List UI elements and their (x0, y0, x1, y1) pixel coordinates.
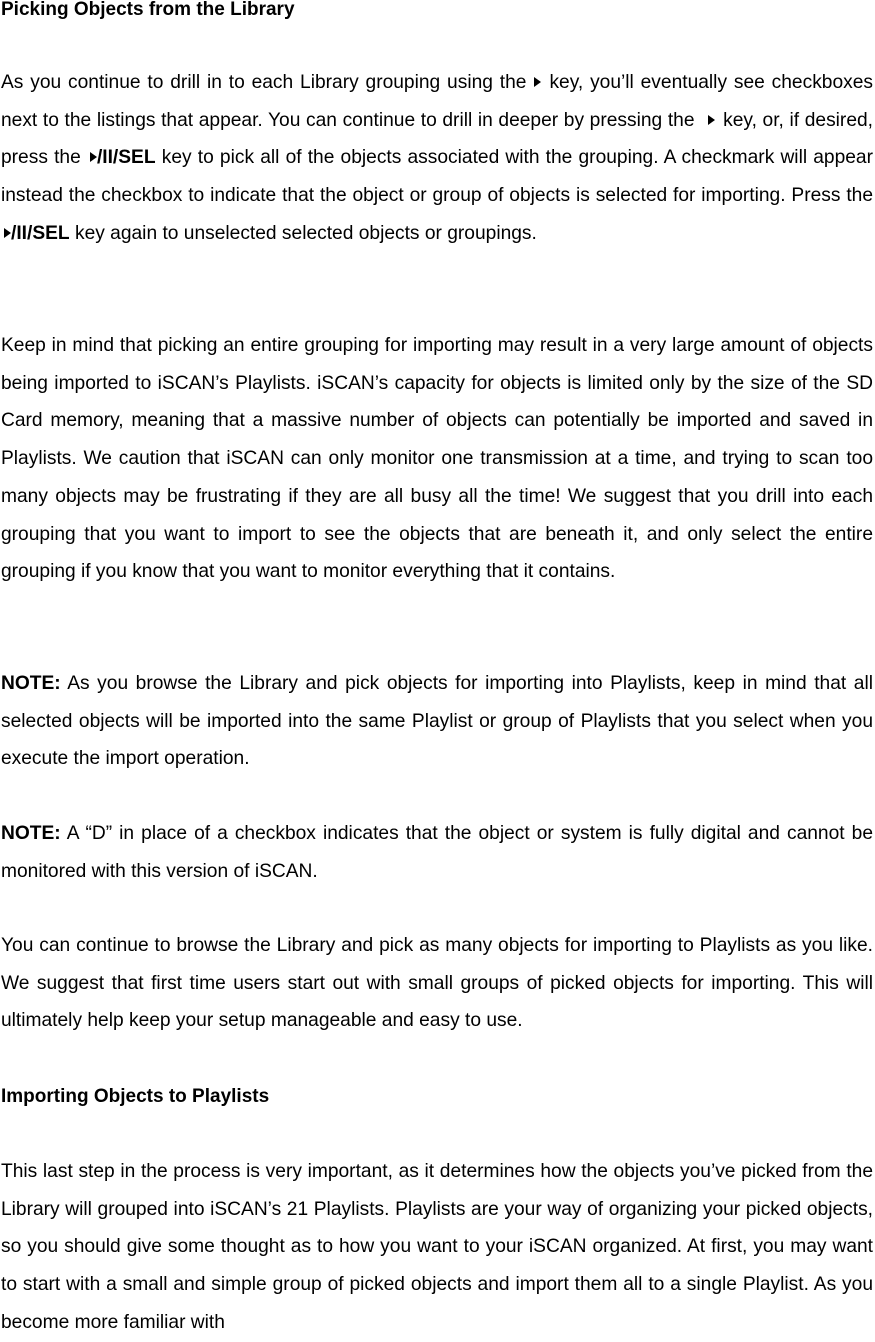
note-digital (1, 815, 873, 890)
play-triangle-icon (90, 152, 97, 162)
text-segment: key to pick all of the objects associated with the grouping. A checkmark will appear instead the checkbox to indicate that the object or group of objects is selected for importing. Press the (1, 147, 873, 207)
note-same-playlist (1, 665, 873, 778)
note-text: As you browse the Library and pick objects for importing into Playlists, keep in mind that all selected objects will be imported into the same Playlist or group of Playlists that you select when you execute the import operation. (1, 673, 873, 770)
text-segment: key, you’ll eventually see checkboxes next to the listings that appear. You can continue to drill in deeper by pressing the (1, 72, 873, 131)
note-text: A “D” in place of a checkbox indicates that the object or system is fully digital and cannot be monitored with this version of iSCAN. (1, 823, 873, 882)
note-label: NOTE: (1, 673, 61, 694)
text-segment: As you continue to drill in to each Library grouping using the (1, 72, 527, 93)
paragraph-drill-in (1, 64, 873, 253)
note-label: NOTE: (1, 823, 61, 844)
play-triangle-icon (4, 228, 11, 238)
section-heading-importing-objects: Importing Objects to Playlists (1, 1086, 270, 1107)
paragraph-caution: Keep in mind that picking an entire grouping for importing may result in a very large amount of objects being imported to iSCAN’s Playlists. iSCAN’s capacity for objects is limited only by the size of the SD Card memory, meaning that a massive number of objects can potentially be imported and saved in Playlists. We caution that iSCAN can only monitor one transmission at a time, and trying to scan too many objects may be frustrating if they are all busy all the time! We suggest that you drill into each grouping that you want to import to see the objects that are beneath it, and only select the entire grouping if you know that you want to monitor everything that it contains. (1, 335, 873, 583)
text-segment: key, or, if desired, press the (1, 109, 873, 169)
paragraph-last-step: This last step in the process is very important, as it determines how the objects you’ve picked from the Library will grouped into iSCAN’s 21 Playlists. Playlists are your way of organizing your picked objects, so you should give some thought as to how you want to your iSCAN organized. At first, you may want to start with a small and simple group of picked objects and import them all to a single Playlist. As you become more familiar with (1, 1161, 873, 1333)
paragraph-continue-browse: You can continue to browse the Library and pick as many objects for importing to Playlists as you like. We suggest that first time users start out with small groups of picked objects for importing. This will ultimately help keep your setup manageable and easy to use. (1, 935, 873, 1032)
text-segment: key again to unselected selected objects or groupings. (74, 222, 537, 244)
right-arrow-key-icon (534, 77, 541, 87)
section-heading-picking-objects: Picking Objects from the Library (1, 0, 295, 20)
play-pause-sel-key-label: /II/SEL (96, 147, 156, 169)
play-pause-sel-key-label: /II/SEL (11, 222, 70, 244)
right-arrow-key-icon (708, 115, 715, 125)
